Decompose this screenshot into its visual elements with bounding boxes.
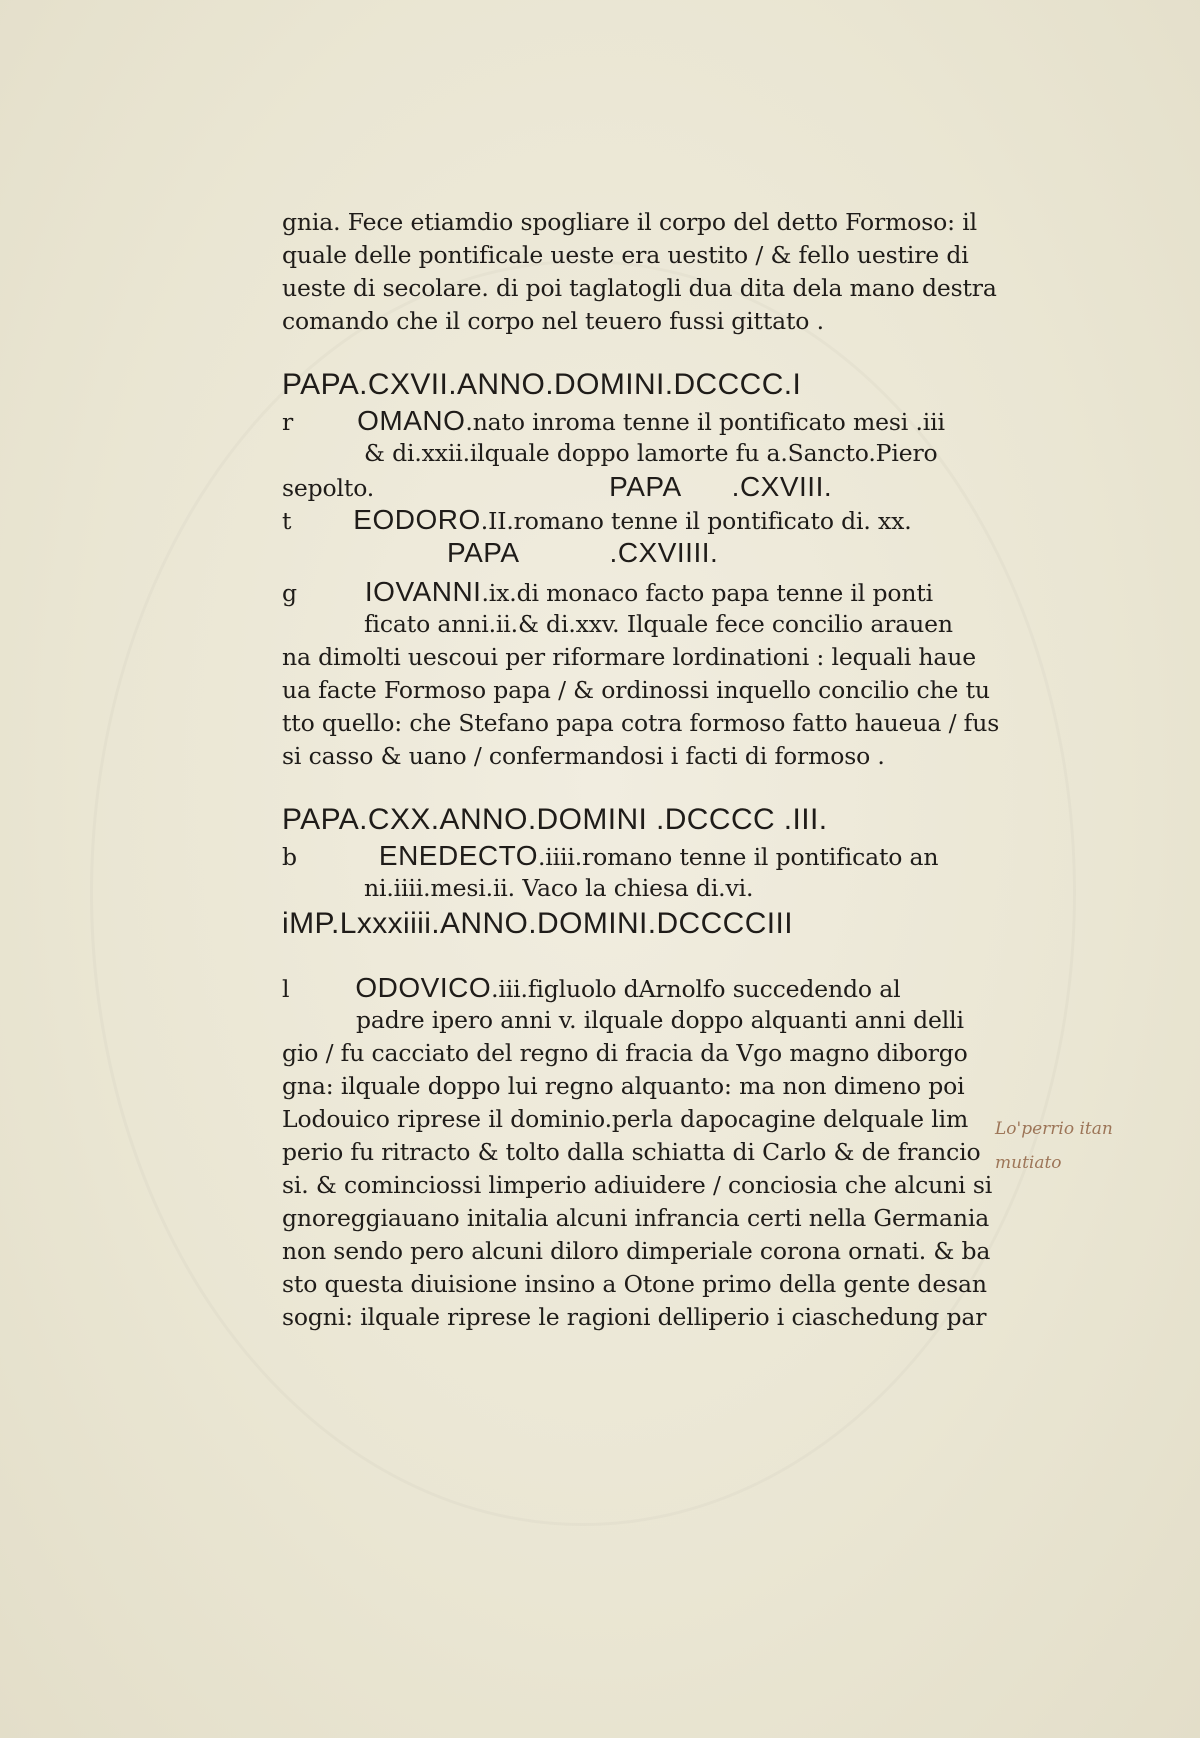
text-line: non sendo pero alcuni diloro dimperiale corona ornati. & ba [282,1237,991,1265]
capital-word: ODOVICO [355,972,492,1003]
text-line: gio / fu cacciato del regno di fracia da Vgo magno diborgo [282,1039,968,1067]
text-line [282,872,982,905]
text-line [282,404,982,437]
text-line [282,575,982,608]
text-run: padre ipero anni v. ilquale doppo alquanti anni delli [356,1006,964,1034]
text-line [282,1004,982,1037]
text-line: gnia. Fece etiamdio spogliare il corpo del detto Formoso: il [282,208,977,236]
margin-note-line: mutiato [995,1153,1062,1173]
guide-letter: g [282,579,297,607]
text-line [282,536,982,569]
text-line: si. & cominciossi limperio adiuidere / conciosia che alcuni si [282,1171,993,1199]
section-heading: PAPA.CXX.ANNO.DOMINI .DCCCC .III. [282,803,828,836]
text-run: ni.iiii.mesi.ii. Vaco la chiesa di.vi. [364,874,754,902]
text-run: sepolto. [282,474,375,502]
guide-letter: l [282,975,290,1003]
text-line: si casso & uano / confermandosi i facti di formoso . [282,742,885,770]
text-line: gna: ilquale doppo lui regno alquanto: ma non dimeno poi [282,1072,965,1100]
text-line: tto quello: che Stefano papa cotra formoso fatto haueua / fus [282,709,1000,737]
capital-word: IOVANNI [364,576,482,607]
capital-word: EODORO [353,504,481,535]
text-line: Lodouico riprese il dominio.perla dapocagine delquale lim [282,1105,969,1133]
text-run: .nato inroma tenne il pontificato mesi .iii [465,408,945,436]
guide-letter: b [282,843,297,871]
text-line: quale delle pontificale ueste era uestito / & fello uestire di [282,241,969,269]
section-heading: PAPA.CXVII.ANNO.DOMINI.DCCCC.I [282,368,802,401]
text-line [282,470,982,503]
text-run: .iiii.romano tenne il pontificato an [537,843,939,871]
text-line: sogni: ilquale riprese le ragioni delliperio i ciaschedung par [282,1303,987,1331]
text-line: sto questa diuisione insino a Otone primo della gente desan [282,1270,987,1298]
text-run: .iii.figluolo dArnolfo succedendo al [491,975,901,1003]
text-line: na dimolti uescoui per riformare lordinationi : lequali haue [282,643,976,671]
capital-word: OMANO [357,405,466,436]
text-run: & di.xxii.ilquale doppo lamorte fu a.Sancto.Piero [364,439,938,467]
text-line [282,437,982,470]
text-line [282,971,982,1004]
text-run: ficato anni.ii.& di.xxv. Ilquale fece concilio arauen [364,610,953,638]
capital-word: ENEDECTO [378,840,538,871]
text-line [282,608,982,641]
text-run: .II.romano tenne il pontificato di. xx. [480,507,912,535]
papa-label: PAPA [447,537,520,568]
text-line: ueste di secolare. di poi taglatogli dua dita dela mano destra [282,274,997,302]
margin-note-line: Lo'perrio itan [995,1119,1113,1139]
text-line: ua facte Formoso papa / & ordinossi inquello concilio che tu [282,676,990,704]
text-line: gnoreggiauano initalia alcuni infrancia certi nella Germania [282,1204,990,1232]
papa-number: .CXVIIII. [609,537,719,568]
section-heading: iMP.Lxxxiiii.ANNO.DOMINI.DCCCCIII [282,907,794,940]
text-block [282,206,1000,1334]
text-line: comando che il corpo nel teuero fussi gittato . [282,307,824,335]
margin-note [995,1112,1185,1180]
text-line: perio fu ritracto & tolto dalla schiatta di Carlo & de francio [282,1138,981,1166]
papa-number: .CXVIII. [731,471,833,502]
guide-letter: t [282,507,292,535]
text-line [282,839,982,872]
papa-label: PAPA [609,471,682,502]
guide-letter: r [282,408,294,436]
text-line [282,503,982,536]
text-run: .ix.di monaco facto papa tenne il ponti [481,579,934,607]
